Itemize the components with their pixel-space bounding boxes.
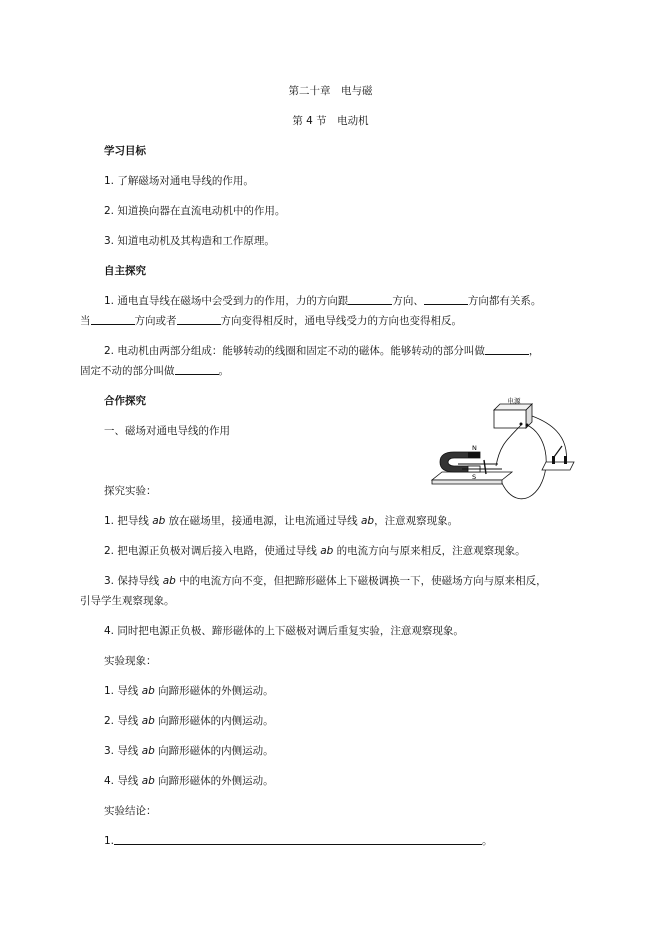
wire	[496, 425, 521, 466]
self-study-q1-line2: 当 方向或者 方向变得相反时，通电导线受力的方向也变得相反。	[80, 315, 462, 327]
wire	[500, 425, 546, 499]
cooperative-heading: 合作探究	[104, 395, 146, 407]
goal-item: 1. 了解磁场对通电导线的作用。	[104, 175, 254, 187]
phenomenon-item: 1. 导线 ab 向蹄形磁体的外侧运动。	[104, 685, 274, 697]
experiment-step-4: 4. 同时把电源正负极、蹄形磁体的上下磁极对调后重复实验，注意观察现象。	[104, 625, 464, 637]
goal-item: 3. 知道电动机及其构造和工作原理。	[104, 235, 275, 247]
south-pole-label: S	[472, 473, 477, 481]
experiment-step-3-line1: 3. 保持导线 ab 中的电流方向不变，但把蹄形磁体上下磁极调换一下，使磁场方向与原来相反，	[104, 575, 547, 587]
fill-blank[interactable]	[348, 294, 392, 305]
goal-item: 2. 知道换向器在直流电动机中的作用。	[104, 205, 286, 217]
phenomenon-item: 2. 导线 ab 向蹄形磁体的内侧运动。	[104, 715, 274, 727]
experiment-step-1: 1. 把导线 ab 放在磁场里，接通电源，让电流通过导线 ab，注意观察现象。	[104, 515, 459, 527]
experiment-apparatus-figure	[428, 394, 578, 506]
goals-heading: 学习目标	[104, 145, 146, 157]
fill-blank[interactable]	[485, 344, 529, 355]
conclusion-label: 实验结论：	[104, 805, 157, 817]
self-study-heading: 自主探究	[104, 265, 146, 277]
experiment-label: 探究实验：	[104, 485, 157, 497]
fill-blank[interactable]	[424, 294, 468, 305]
switch	[542, 446, 574, 470]
power-label: 电源	[507, 397, 521, 405]
experiment-step-2: 2. 把电源正负极对调后接入电路，使通过导线 ab 的电流方向与原来相反，注意观察现象。	[104, 545, 526, 557]
cooperative-subheading: 一、磁场对通电导线的作用	[104, 425, 230, 437]
north-pole-label: N	[472, 444, 477, 452]
phenomenon-item: 4. 导线 ab 向蹄形磁体的外侧运动。	[104, 775, 274, 787]
chapter-title: 第二十章 电与磁	[288, 85, 373, 97]
fill-blank[interactable]	[177, 314, 221, 325]
fill-blank[interactable]	[114, 834, 482, 845]
phenomenon-item: 3. 导线 ab 向蹄形磁体的内侧运动。	[104, 745, 274, 757]
phenomena-label: 实验现象：	[104, 655, 157, 667]
wire	[532, 416, 566, 464]
experiment-step-3-line2: 引导学生观察现象。	[80, 595, 175, 607]
self-study-q1-line1: 1. 通电直导线在磁场中会受到力的作用，力的方向跟 方向、 方向都有关系。	[104, 295, 542, 307]
self-study-q2-line1: 2. 电动机由两部分组成：能够转动的线圈和固定不动的磁体。能够转动的部分叫做 ，	[104, 345, 540, 357]
fill-blank[interactable]	[175, 364, 219, 375]
fill-blank[interactable]	[91, 314, 135, 325]
section-title: 第 4 节 电动机	[292, 115, 369, 127]
conclusion-item: 1. 。	[104, 835, 493, 847]
self-study-q2-line2: 固定不动的部分叫做 。	[80, 365, 229, 377]
power-supply	[494, 396, 532, 428]
